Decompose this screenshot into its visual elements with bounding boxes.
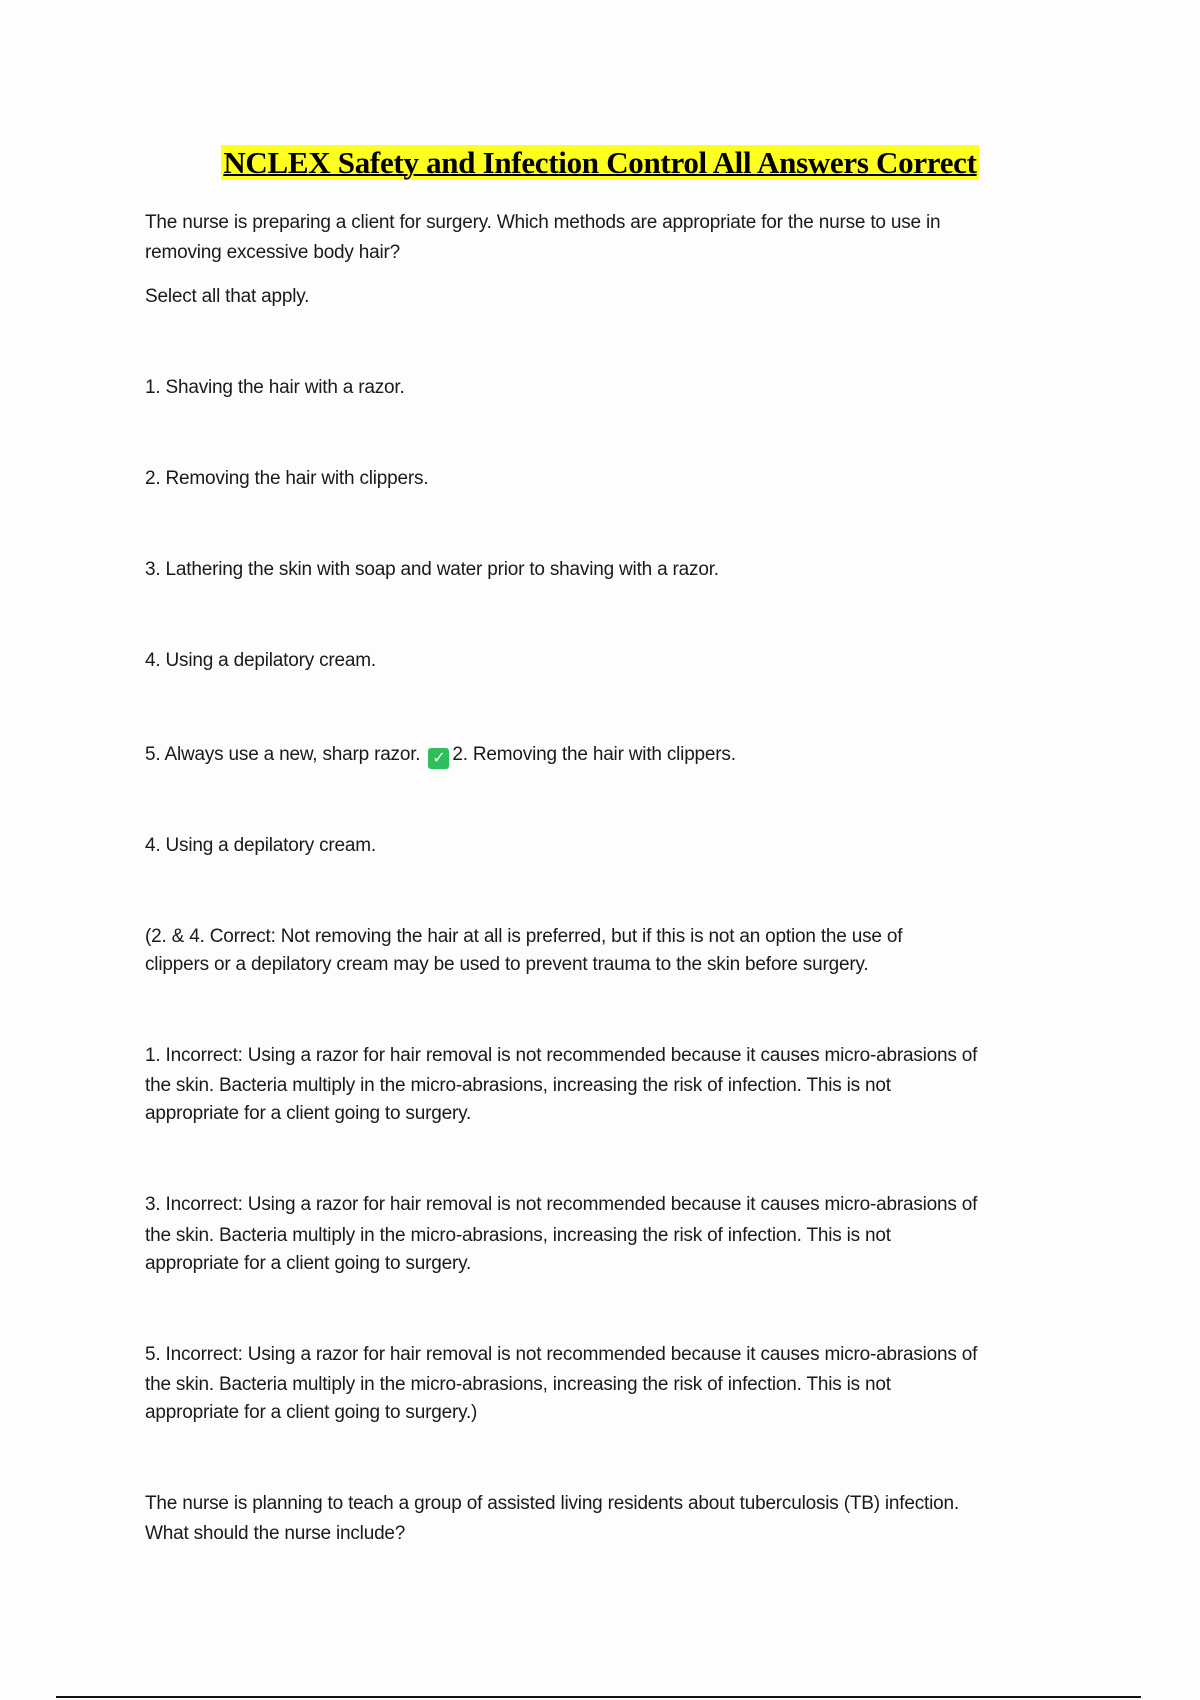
rationale-3: 3. Incorrect: Using a razor for hair removal is not recommended because it causes micro-abrasions of [145,1194,978,1215]
option-3: 3. Lathering the skin with soap and water prior to shaving with a razor. [145,559,719,580]
rationale-1: the skin. Bacteria multiply in the micro-abrasions, increasing the risk of infection. This is not [145,1075,891,1096]
option-4: 4. Using a depilatory cream. [145,650,376,671]
option-2: 2. Removing the hair with clippers. [145,468,429,489]
question-2-stem: The nurse is planning to teach a group of assisted living residents about tuberculosis (TB) infection. [145,1493,959,1514]
option-1: 1. Shaving the hair with a razor. [145,377,405,398]
rationale-1: appropriate for a client going to surgery. [145,1103,472,1124]
rationale-correct: (2. & 4. Correct: Not removing the hair at all is preferred, but if this is not an option the use of [145,926,903,947]
question-instruction: Select all that apply. [145,286,310,307]
rationale-3: the skin. Bacteria multiply in the micro-abrasions, increasing the risk of infection. This is not [145,1225,891,1246]
rationale-5: the skin. Bacteria multiply in the micro-abrasions, increasing the risk of infection. This is not [145,1374,891,1395]
rationale-correct: clippers or a depilatory cream may be used to prevent trauma to the skin before surgery. [145,954,869,975]
question-stem: The nurse is preparing a client for surgery. Which methods are appropriate for the nurse to use in [145,212,941,233]
check-mark-icon: ✓ [428,748,449,769]
page-divider [56,1696,1141,1698]
option-5: 5. Always use a new, sharp razor. [145,744,421,765]
answer-2: 4. Using a depilatory cream. [145,835,376,856]
rationale-1: 1. Incorrect: Using a razor for hair removal is not recommended because it causes micro-abrasions of [145,1045,978,1066]
rationale-5: appropriate for a client going to surgery.) [145,1402,478,1423]
option-5-and-answer [145,743,736,769]
document-title-wrap [0,145,1200,181]
document-title: NCLEX Safety and Infection Control All Answers Correct [223,145,977,180]
rationale-3: appropriate for a client going to surgery. [145,1253,472,1274]
rationale-5: 5. Incorrect: Using a razor for hair removal is not recommended because it causes micro-abrasions of [145,1344,978,1365]
question-2-stem: What should the nurse include? [145,1523,406,1544]
answer-1: 2. Removing the hair with clippers. [452,744,736,765]
question-stem: removing excessive body hair? [145,242,401,263]
